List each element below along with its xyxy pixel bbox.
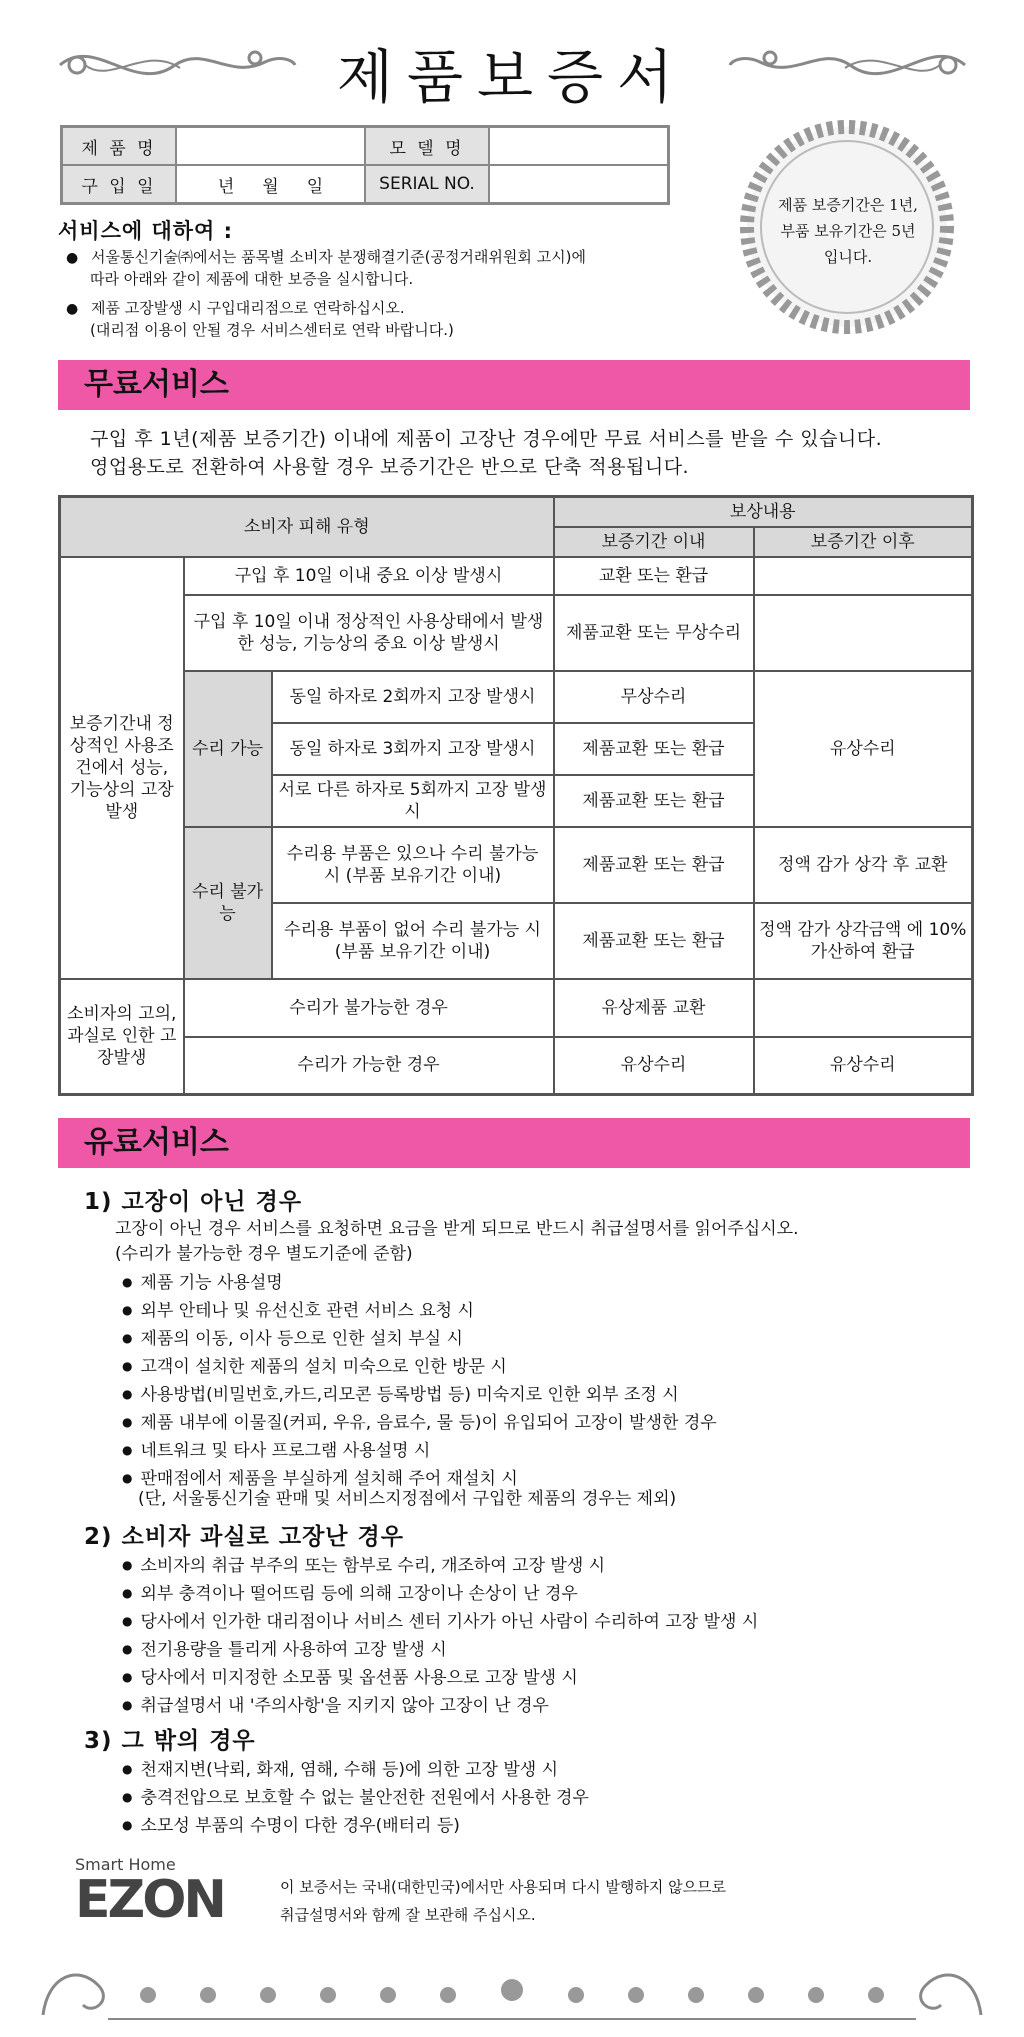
- left-flourish-ornament: [55, 40, 300, 90]
- bottom-ornament-border: [38, 1945, 986, 2025]
- bullet-icon: ●: [66, 301, 79, 317]
- header-within-warranty: 보증기간 이내: [554, 527, 754, 557]
- list-item: ● 제품의 이동, 이사 등으로 인한 설치 부실 시: [122, 1326, 717, 1354]
- free-service-title: 무료서비스: [58, 360, 970, 410]
- row-7-within: 제품교환 또는 환급: [554, 903, 754, 979]
- paid-service-title: 유료서비스: [58, 1118, 970, 1168]
- group-consumer-fault: 소비자의 고의, 과실로 인한 고장발생: [60, 979, 184, 1095]
- row-6-desc: 수리용 부품은 있으나 수리 불가능 시 (부품 보유기간 이내): [272, 827, 554, 903]
- free-service-intro-2: 영업용도로 전환하여 사용할 경우 보증기간은 반으로 단축 적용됩니다.: [90, 456, 690, 478]
- list-item: ● 천재지변(낙뢰, 화재, 염해, 수해 등)에 의한 고장 발생 시: [122, 1757, 589, 1785]
- repairable-label: 수리 가능: [184, 671, 272, 827]
- list-item: ● 충격전압으로 보호할 수 없는 불안전한 전원에서 사용한 경우: [122, 1785, 589, 1813]
- row-2-within: 제품교환 또는 무상수리: [554, 595, 754, 671]
- list-item: ● 소비자의 취급 부주의 또는 함부로 수리, 개조하여 고장 발생 시: [122, 1553, 758, 1581]
- section-3-heading: 3) 그 밖의 경우: [84, 1728, 256, 1754]
- section-1-desc-2: (수리가 불가능한 경우 별도기준에 준함): [115, 1244, 413, 1264]
- section-1-note: (단, 서울통신기술 판매 및 서비스지정점에서 구입한 제품의 경우는 제외): [138, 1489, 677, 1509]
- row-3-within: 무상수리: [554, 671, 754, 723]
- list-item: ● 소모성 부품의 수명이 다한 경우(배터리 등): [122, 1813, 589, 1841]
- paid-repair-cell: 유상수리: [754, 671, 973, 827]
- row-7-desc: 수리용 부품이 없어 수리 불가능 시 (부품 보유기간 이내): [272, 903, 554, 979]
- product-name-label: 제 품 명: [62, 127, 177, 166]
- header-damage-type: 소비자 피해 유형: [60, 497, 554, 557]
- document-title: 제품보증서: [336, 43, 688, 111]
- row-4-desc: 동일 하자로 3회까지 고장 발생시: [272, 723, 554, 775]
- row-6-after: 정액 감가 상각 후 교환: [754, 827, 973, 903]
- footer-note-line-1: 이 보증서는 국내(대한민국)에서만 사용되며 다시 발행하지 않으므로: [280, 1878, 727, 1896]
- year-label: 년: [217, 176, 235, 197]
- row-1-within: 교환 또는 환급: [554, 557, 754, 595]
- row-8-within: 유상제품 교환: [554, 979, 754, 1037]
- free-service-intro-1: 구입 후 1년(제품 보증기간) 이내에 제품이 고장난 경우에만 무료 서비스를 받을 수 있습니다.: [90, 428, 883, 450]
- service-bullet-2: [66, 298, 454, 341]
- service-bullet-1: [66, 247, 586, 290]
- list-item: ● 당사에서 미지정한 소모품 및 옵션품 사용으로 고장 발생 시: [122, 1665, 758, 1693]
- service-bullet-1-line-1: 서울통신기술㈜에서는 품목별 소비자 분쟁해결기준(공정거래위원회 고시)에: [91, 248, 586, 266]
- service-heading: 서비스에 대하여 :: [58, 219, 234, 243]
- section-1-desc-1: 고장이 아닌 경우 서비스를 요청하면 요금을 받게 되므로 반드시 취급설명서를 읽어주십시오.: [115, 1219, 799, 1239]
- day-label: 일: [306, 176, 324, 197]
- footer-note: [280, 1873, 726, 1929]
- row-1-after: [754, 557, 973, 595]
- row-7-after: 정액 감가 상각금액 에 10% 가산하여 환급: [754, 903, 973, 979]
- seal-line-2: 부품 보유기간은 5년: [780, 222, 916, 240]
- seal-text: [752, 192, 944, 270]
- row-1-desc: 구입 후 10일 이내 중요 이상 발생시: [184, 557, 554, 595]
- list-item: ● 당사에서 인가한 대리점이나 서비스 센터 기사가 아닌 사람이 수리하여 고장 발생 시: [122, 1609, 758, 1637]
- section-2-heading: 2) 소비자 과실로 고장난 경우: [84, 1524, 404, 1550]
- service-bullet-2-line-1: 제품 고장발생 시 구입대리점으로 연락하십시오.: [91, 299, 405, 317]
- list-item: ● 판매점에서 제품을 부실하게 설치해 주어 재설치 시: [122, 1466, 717, 1494]
- list-item: ● 고객이 설치한 제품의 설치 미숙으로 인한 방문 시: [122, 1354, 717, 1382]
- section-1-heading: 1) 고장이 아닌 경우: [84, 1189, 303, 1215]
- serial-field: [489, 165, 669, 204]
- list-item: ● 전기용량을 틀리게 사용하여 고장 발생 시: [122, 1637, 758, 1665]
- row-8-after: [754, 979, 973, 1037]
- model-name-label: 모 델 명: [365, 127, 489, 166]
- service-bullet-2-line-2: (대리점 이용이 안될 경우 서비스센터로 연락 바랍니다.): [90, 321, 454, 339]
- product-info-table: [60, 125, 670, 205]
- row-9-desc: 수리가 가능한 경우: [184, 1037, 554, 1095]
- row-2-desc: 구입 후 10일 이내 정상적인 사용상태에서 발생한 성능, 기능상의 중요 이상 발생시: [184, 595, 554, 671]
- service-bullet-1-line-2: 따라 아래와 같이 제품에 대한 보증을 실시합니다.: [90, 270, 414, 288]
- section-3-list: [122, 1757, 589, 1841]
- bullet-icon: ●: [66, 250, 79, 266]
- header-compensation: 보상내용: [554, 497, 973, 527]
- section-2-list: [122, 1553, 758, 1721]
- group-normal-use: 보증기간내 정상적인 사용조건에서 성능, 기능상의 고장발생: [60, 557, 184, 979]
- footer-note-line-2: 취급설명서와 함께 잘 보관해 주십시오.: [280, 1906, 536, 1924]
- row-3-desc: 동일 하자로 2회까지 고장 발생시: [272, 671, 554, 723]
- ezon-logo: EZON: [75, 1870, 224, 1930]
- unrepairable-label: 수리 불가능: [184, 827, 272, 979]
- section-1-list: [122, 1270, 717, 1494]
- month-label: 월: [262, 176, 279, 197]
- row-8-desc: 수리가 불가능한 경우: [184, 979, 554, 1037]
- purchase-date-label: 구 입 일: [62, 165, 177, 204]
- row-6-within: 제품교환 또는 환급: [554, 827, 754, 903]
- purchase-date-field: [176, 165, 365, 204]
- row-9-within: 유상수리: [554, 1037, 754, 1095]
- header-after-warranty: 보증기간 이후: [754, 527, 973, 557]
- list-item: ● 사용방법(비밀번호,카드,리모콘 등록방법 등) 미숙지로 인한 외부 조정 시: [122, 1382, 717, 1410]
- list-item: ● 제품 내부에 이물질(커피, 우유, 음료수, 물 등)이 유입되어 고장이 발생한 경우: [122, 1410, 717, 1438]
- list-item: ● 네트워크 및 타사 프로그램 사용설명 시: [122, 1438, 717, 1466]
- list-item: ● 제품 기능 사용설명: [122, 1270, 717, 1298]
- serial-label: SERIAL NO.: [365, 165, 489, 204]
- compensation-table: [58, 495, 974, 1096]
- row-5-desc: 서로 다른 하자로 5회까지 고장 발생시: [272, 775, 554, 827]
- row-5-within: 제품교환 또는 환급: [554, 775, 754, 827]
- seal-line-1: 제품 보증기간은 1년,: [778, 196, 918, 214]
- list-item: ● 외부 안테나 및 유선신호 관련 서비스 요청 시: [122, 1298, 717, 1326]
- model-name-field: [489, 127, 669, 166]
- right-flourish-ornament: [725, 40, 970, 90]
- product-name-field: [176, 127, 365, 166]
- logo-tagline: Smart Home: [75, 1855, 176, 1874]
- list-item: ● 외부 충격이나 떨어뜨림 등에 의해 고장이나 손상이 난 경우: [122, 1581, 758, 1609]
- row-2-after: [754, 595, 973, 671]
- list-item: ● 취급설명서 내 '주의사항'을 지키지 않아 고장이 난 경우: [122, 1693, 758, 1721]
- seal-line-3: 입니다.: [823, 248, 873, 266]
- row-4-within: 제품교환 또는 환급: [554, 723, 754, 775]
- row-9-after: 유상수리: [754, 1037, 973, 1095]
